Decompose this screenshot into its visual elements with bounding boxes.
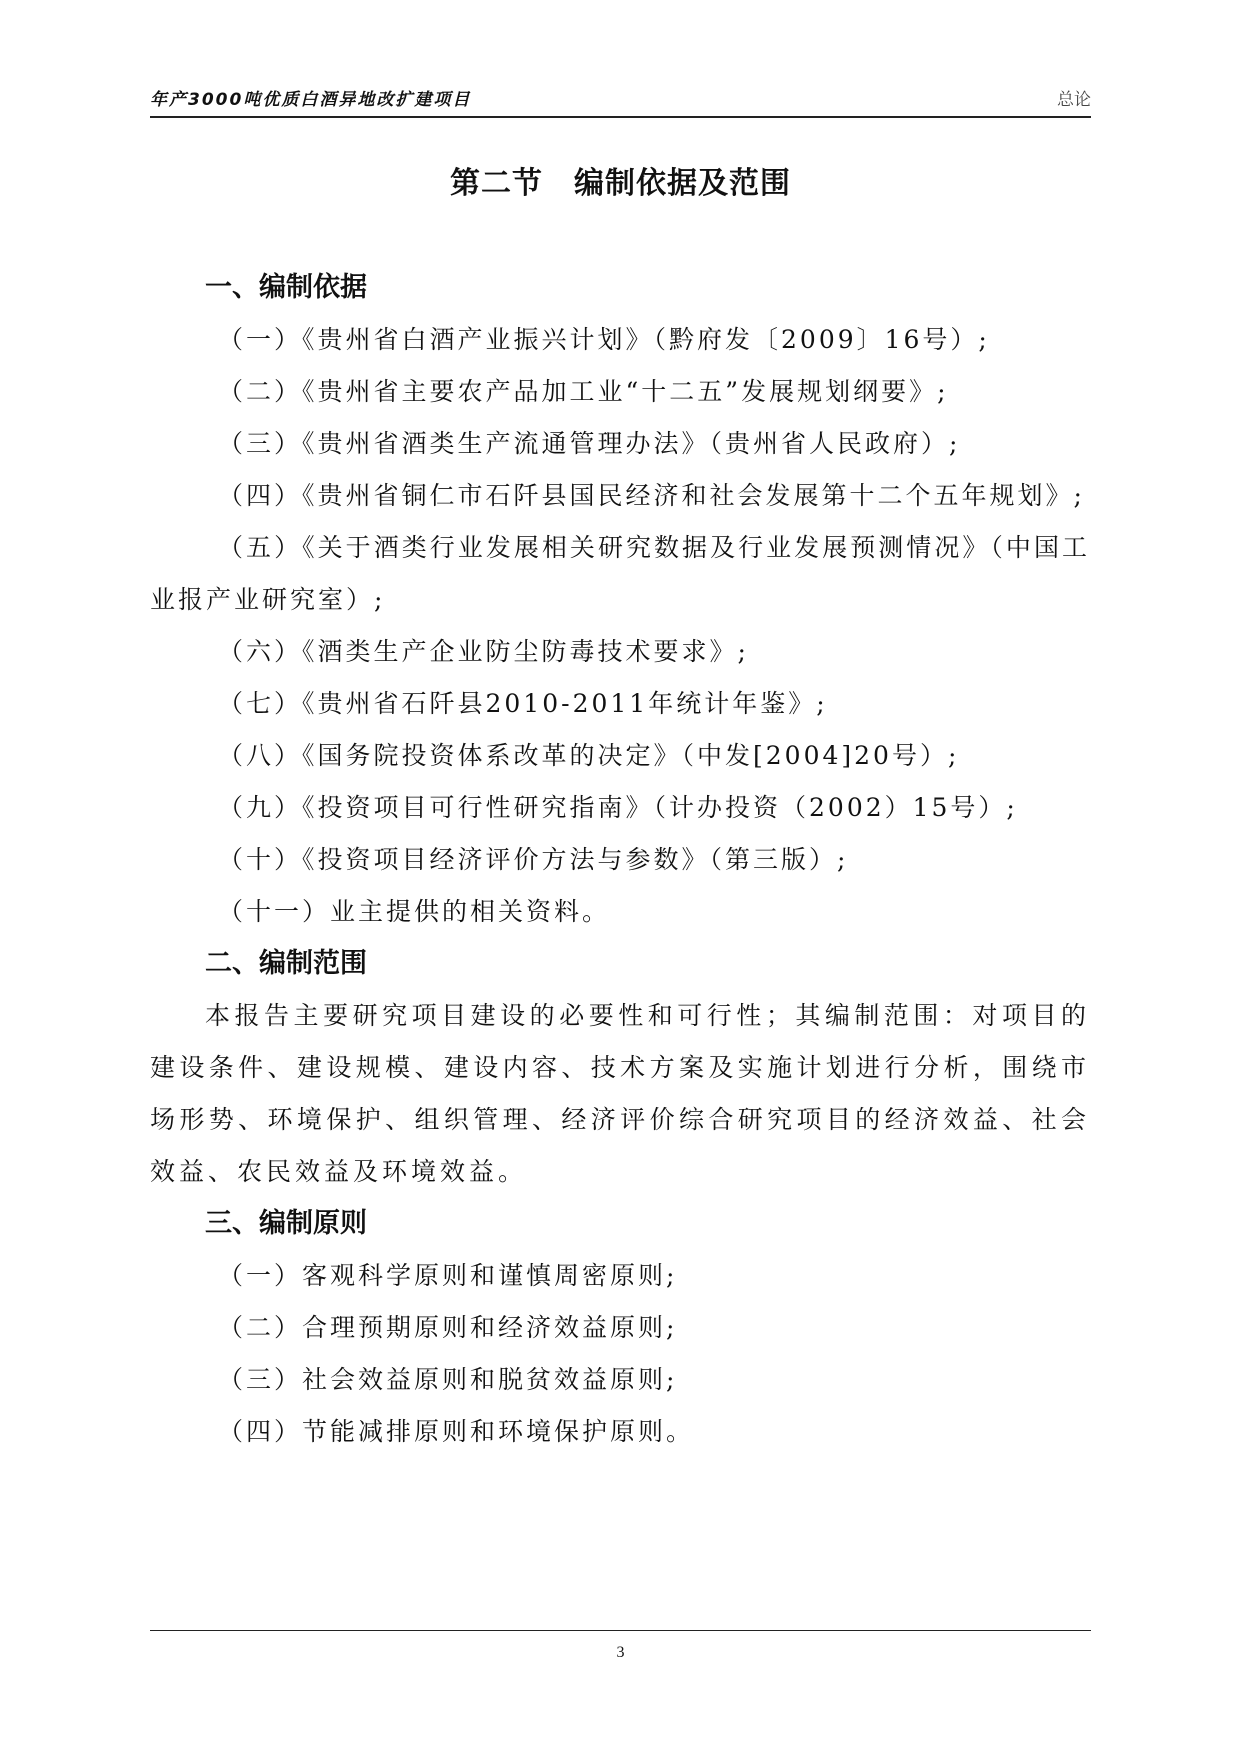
basis-item-3: （三）《贵州省酒类生产流通管理办法》（贵州省人民政府）; xyxy=(218,429,961,458)
basis-heading: 一、编制依据 xyxy=(205,272,367,303)
scope-paragraph: 本报告主要研究项目建设的必要性和可行性；其编制范围：对项目的建设条件、建设规模、建设内容、技术方案及实施计划进行分析，围绕市场形势、环境保护、组织管理、经济评价综合研究项目的经济效益、社会效益、农民效益及环境效益。 xyxy=(150,1001,1090,1186)
basis-item-1: （一）《贵州省白酒产业振兴计划》（黔府发〔2009〕16号）; xyxy=(218,325,990,354)
basis-item-7: （七）《贵州省石阡县2010-2011年统计年鉴》; xyxy=(218,689,828,718)
principle-item-3: （三）社会效益原则和脱贫效益原则; xyxy=(218,1365,678,1394)
section-title: 第二节 编制依据及范围 xyxy=(450,166,791,201)
principle-item-4: （四）节能减排原则和环境保护原则。 xyxy=(218,1417,695,1446)
basis-item-11: （十一）业主提供的相关资料。 xyxy=(218,897,611,926)
principles-heading: 三、编制原则 xyxy=(205,1208,367,1239)
basis-item-8: （八）《国务院投资体系改革的决定》（中发[2004]20号）; xyxy=(218,741,960,770)
basis-item-9: （九）《投资项目可行性研究指南》（计办投资（2002）15号）; xyxy=(218,793,1018,822)
page-header xyxy=(150,86,1091,118)
basis-item-2: （二）《贵州省主要农产品加工业“十二五”发展规划纲要》; xyxy=(218,377,949,406)
header-project-title: 年产3000吨优质白酒异地改扩建项目 xyxy=(150,90,472,110)
basis-item-10: （十）《投资项目经济评价方法与参数》（第三版）; xyxy=(218,845,849,874)
scope-heading: 二、编制范围 xyxy=(205,948,367,979)
basis-item-6: （六）《酒类生产企业防尘防毒技术要求》; xyxy=(218,637,749,666)
principle-item-1: （一）客观科学原则和谨慎周密原则; xyxy=(218,1261,678,1290)
principle-item-2: （二）合理预期原则和经济效益原则; xyxy=(218,1313,678,1342)
page-number: 3 xyxy=(616,1644,625,1661)
header-chapter-label: 总论 xyxy=(1057,90,1091,110)
footer-rule xyxy=(150,1630,1091,1631)
basis-item-4: （四）《贵州省铜仁市石阡县国民经济和社会发展第十二个五年规划》; xyxy=(218,481,1085,510)
basis-item-5: （五）《关于酒类行业发展相关研究数据及行业发展预测情况》（中国工业报产业研究室）; xyxy=(150,533,1090,614)
document-body xyxy=(150,262,1090,1458)
